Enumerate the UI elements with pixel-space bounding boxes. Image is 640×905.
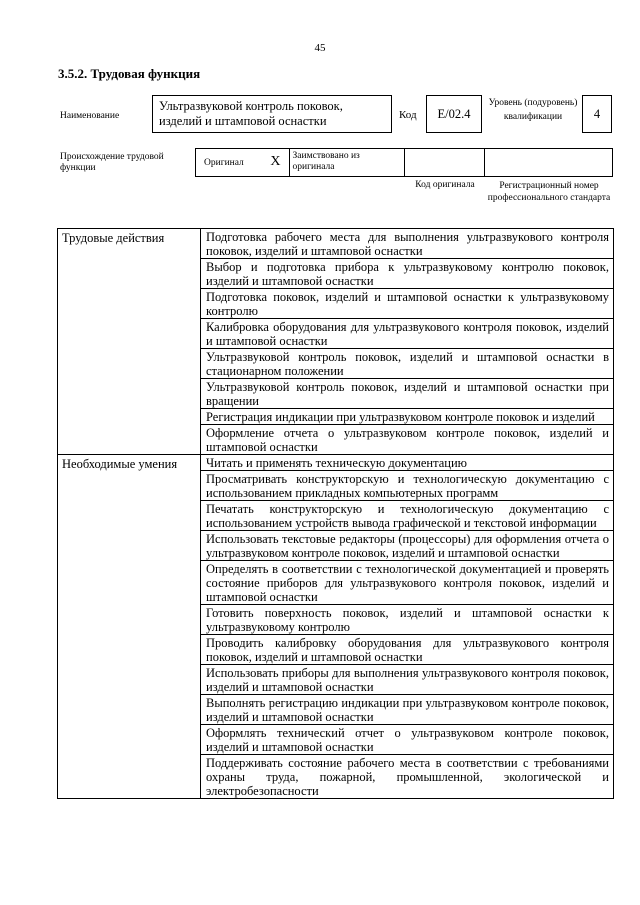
list-item: Регистрация индикации при ультразвуковом контроле поковок и изделий xyxy=(201,409,614,425)
borrowed-cell xyxy=(290,149,405,176)
borrowed-label: Заимствовано из оригинала xyxy=(292,151,360,172)
list-item: Использовать текстовые редакторы (процессоры) для оформления отчета о ультразвуковом контроле поковок, изделий и штамповой оснастки xyxy=(201,531,614,561)
qualification-level: 4 xyxy=(582,95,612,133)
list-item: Оформлять технический отчет о ультразвуковом контроле поковок, изделий и штамповой оснастки xyxy=(201,725,614,755)
list-item: Проводить калибровку оборудования для ультразвукового контроля поковок, изделий и штамповой оснастки xyxy=(201,635,614,665)
reg-number-caption: Регистрационный номер профессионального стандарта xyxy=(487,181,611,203)
list-item: Ультразвуковой контроль поковок, изделий и штамповой оснастки при вращении xyxy=(201,379,614,409)
group-title: Трудовые действия xyxy=(58,229,201,455)
list-item: Просматривать конструкторскую и технологическую документацию с использованием прикладных компьютерных программ xyxy=(201,471,614,501)
list-item: Читать и применять техническую документацию xyxy=(201,455,614,471)
list-item: Калибровка оборудования для ультразвукового контроля поковок, изделий и штамповой оснастки xyxy=(201,319,614,349)
section-title: 3.5.2. Трудовая функция xyxy=(58,66,201,81)
list-item: Подготовка поковок, изделий и штамповой оснастки к ультразвуковому контролю xyxy=(201,289,614,319)
original-cell xyxy=(196,149,290,176)
original-mark: X xyxy=(270,154,281,169)
origin-label: Происхождение трудовой функции xyxy=(60,152,164,173)
origin-table xyxy=(195,148,613,177)
reg-number-cell xyxy=(485,149,612,176)
level-label: Уровень (подуровень) квалификации xyxy=(488,98,578,122)
function-table xyxy=(57,228,614,799)
original-code-cell xyxy=(405,149,485,176)
group-title: Необходимые умения xyxy=(58,455,201,799)
list-item: Подготовка рабочего места для выполнения ультразвукового контроля поковок, изделий и штамповой оснастки xyxy=(201,229,614,259)
function-code: E/02.4 xyxy=(426,95,482,133)
page-number: 45 xyxy=(314,42,326,54)
table-row xyxy=(58,455,614,471)
name-label: Наименование xyxy=(60,111,120,121)
list-item: Ультразвуковой контроль поковок, изделий и штамповой оснастки в стационарном положении xyxy=(201,349,614,379)
original-code-caption: Код оригинала xyxy=(415,180,475,190)
list-item: Определять в соответствии с технологической документацией и проверять состояние приборов для ультразвукового контроля поковок, изделий и штамповой оснастки xyxy=(201,561,614,605)
list-item: Печатать конструкторскую и технологическую документацию с использованием устройств вывода графической и текстовой информации xyxy=(201,501,614,531)
list-item: Выбор и подготовка прибора к ультразвуковому контролю поковок, изделий и штамповой оснастки xyxy=(201,259,614,289)
function-name: Ультразвуковой контроль поковок, изделий и штамповой оснастки xyxy=(152,95,392,133)
code-label: Код xyxy=(399,109,417,121)
list-item: Использовать приборы для выполнения ультразвукового контроля поковок, изделий и штамповой оснастки xyxy=(201,665,614,695)
list-item: Оформление отчета о ультразвуковом контроле поковок, изделий и штамповой оснастки xyxy=(201,425,614,455)
original-label: Оригинал xyxy=(204,158,244,168)
list-item: Выполнять регистрацию индикации при ультразвуковом контроле поковок, изделий и штамповой оснастки xyxy=(201,695,614,725)
list-item: Поддерживать состояние рабочего места в соответствии с требованиями охраны труда, пожарной, промышленной, экологической и электробезопасности xyxy=(201,755,614,799)
list-item: Готовить поверхность поковок, изделий и штамповой оснастки к ультразвуковому контролю xyxy=(201,605,614,635)
table-row xyxy=(58,229,614,259)
